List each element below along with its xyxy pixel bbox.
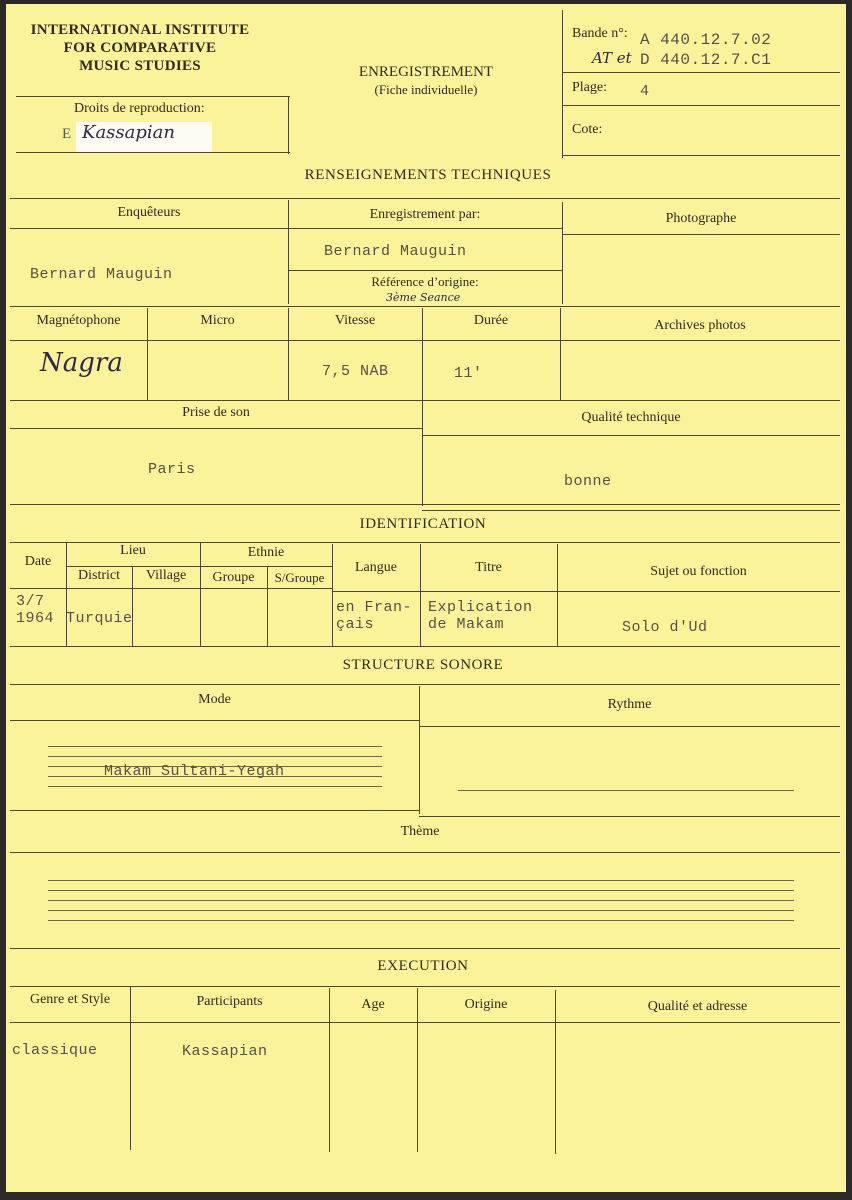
archives-photos-label: Archives photos: [654, 318, 746, 333]
form-rule-line: [66, 566, 332, 567]
plage-value: 4: [640, 83, 650, 100]
sgroupe-label: S/Groupe: [274, 570, 325, 585]
form-rule-line: [10, 228, 562, 229]
enregistrement-label: Enregistrement par:: [369, 207, 481, 222]
form-rule-line: [48, 880, 794, 881]
plage-label: Plage:: [572, 80, 607, 95]
mode-value: Makam Sultani-Yegah: [104, 763, 285, 780]
bande-number-1: A 440.12.7.02: [640, 31, 772, 49]
form-rule-line: [419, 816, 840, 817]
form-rule-line: [48, 786, 382, 787]
rythme-label: Rythme: [607, 697, 652, 712]
form-rule-line: [332, 591, 840, 592]
cote-label: Cote:: [572, 122, 603, 137]
titre-label: Titre: [475, 560, 502, 575]
mode-label: Mode: [198, 692, 231, 707]
bande-annotation: AT et: [592, 49, 632, 67]
reference-value: 3ème Seance: [386, 291, 461, 304]
form-rule-line: [288, 270, 562, 271]
form-rule-line: [10, 588, 332, 589]
form-rule-line: [48, 900, 794, 901]
participants-label: Participants: [196, 994, 263, 1009]
rights-value: Kassapian: [82, 122, 175, 143]
genre-value: classique: [12, 1042, 98, 1059]
form-rule-line: [562, 10, 563, 158]
photographe-label: Photographe: [665, 211, 737, 226]
form-rule-line: [16, 152, 290, 153]
ethnie-label: Ethnie: [247, 545, 285, 560]
theme-label: Thème: [400, 824, 440, 839]
form-rule-line: [562, 234, 840, 235]
form-rule-line: [10, 810, 419, 811]
titre-value-line-1: Explication: [428, 599, 533, 616]
date-value-line-2: 1964: [16, 610, 55, 627]
lieu-label: Lieu: [120, 543, 146, 558]
form-rule-line: [10, 852, 840, 853]
groupe-label: Groupe: [212, 570, 255, 585]
district-label: District: [78, 568, 120, 583]
vitesse-label: Vitesse: [334, 313, 376, 328]
micro-label: Micro: [200, 313, 235, 328]
section-technical: RENSEIGNEMENTS TECHNIQUES: [304, 167, 552, 183]
form-rule-line: [288, 96, 289, 154]
enqueteurs-value: Bernard Mauguin: [30, 266, 173, 283]
form-rule-line: [48, 746, 382, 747]
form-rule-line: [562, 105, 840, 106]
form-rule-line: [422, 435, 840, 436]
form-rule-line: [10, 948, 840, 949]
form-rule-line: [130, 986, 131, 1150]
section-structure: STRUCTURE SONORE: [342, 657, 504, 673]
form-title: ENREGISTREMENT: [358, 64, 494, 80]
form-rule-line: [10, 428, 422, 429]
form-rule-line: [48, 910, 794, 911]
qualite-technique-label: Qualité technique: [581, 410, 681, 425]
magnetophone-label: Magnétophone: [36, 313, 121, 328]
village-label: Village: [145, 568, 187, 583]
section-execution: EXECUTION: [377, 958, 469, 974]
district-value: Turquie: [66, 610, 133, 627]
langue-value-line-2: çais: [336, 616, 375, 633]
form-rule-line: [48, 920, 794, 921]
form-subtitle: (Fiche individuelle): [374, 82, 478, 97]
institute-name-line-3: MUSIC STUDIES: [79, 58, 201, 74]
magnetophone-value: Nagra: [40, 348, 123, 378]
form-rule-line: [16, 96, 290, 97]
form-rule-line: [562, 72, 840, 73]
form-rule-line: [10, 400, 840, 401]
enqueteurs-label: Enquêteurs: [117, 205, 181, 220]
titre-value-line-2: de Makam: [428, 616, 505, 633]
qualite-technique-value: bonne: [564, 473, 612, 490]
reference-label: Référence d’origine:: [371, 274, 479, 289]
form-rule-line: [562, 155, 840, 156]
form-rule-line: [10, 684, 840, 685]
sujet-label: Sujet ou fonction: [650, 564, 747, 579]
form-rule-line: [10, 1022, 840, 1023]
prise-de-son-label: Prise de son: [182, 405, 250, 420]
form-rule-line: [10, 340, 840, 341]
form-rule-line: [419, 726, 840, 727]
age-label: Age: [361, 997, 385, 1012]
form-rule-line: [10, 306, 840, 307]
bande-number-2: D 440.12.7.C1: [640, 51, 772, 69]
origine-label: Origine: [464, 997, 508, 1012]
form-rule-line: [10, 646, 840, 647]
bande-label: Bande n°:: [572, 26, 628, 41]
form-rule-line: [48, 890, 794, 891]
form-rule-line: [10, 986, 840, 987]
vitesse-value: 7,5 NAB: [322, 363, 389, 380]
institute-name-line-2: FOR COMPARATIVE: [63, 40, 217, 56]
form-rule-line: [557, 544, 558, 646]
date-value-line-1: 3/7: [16, 593, 45, 610]
langue-value-line-1: en Fran-: [336, 599, 413, 616]
form-rule-line: [422, 510, 840, 511]
participants-value: Kassapian: [182, 1043, 268, 1060]
form-rule-line: [10, 504, 840, 505]
rights-prefix: E: [62, 126, 72, 142]
form-rule-line: [458, 790, 794, 791]
duree-label: Durée: [473, 313, 509, 328]
genre-label: Genre et Style: [29, 992, 111, 1007]
rights-label: Droits de reproduction:: [74, 101, 205, 116]
form-rule-line: [10, 720, 419, 721]
sujet-value: Solo d'Ud: [622, 619, 708, 636]
duree-value: 11': [454, 365, 483, 382]
date-label: Date: [24, 554, 52, 569]
prise-de-son-value: Paris: [148, 461, 196, 478]
qualite-adresse-label: Qualité et adresse: [647, 999, 748, 1014]
record-sheet: [6, 4, 846, 1192]
form-rule-line: [10, 198, 840, 199]
enregistrement-value: Bernard Mauguin: [324, 243, 467, 260]
form-rule-line: [48, 756, 382, 757]
section-identification: IDENTIFICATION: [359, 516, 487, 532]
institute-name-line-1: INTERNATIONAL INSTITUTE: [30, 22, 250, 38]
langue-label: Langue: [355, 560, 397, 575]
